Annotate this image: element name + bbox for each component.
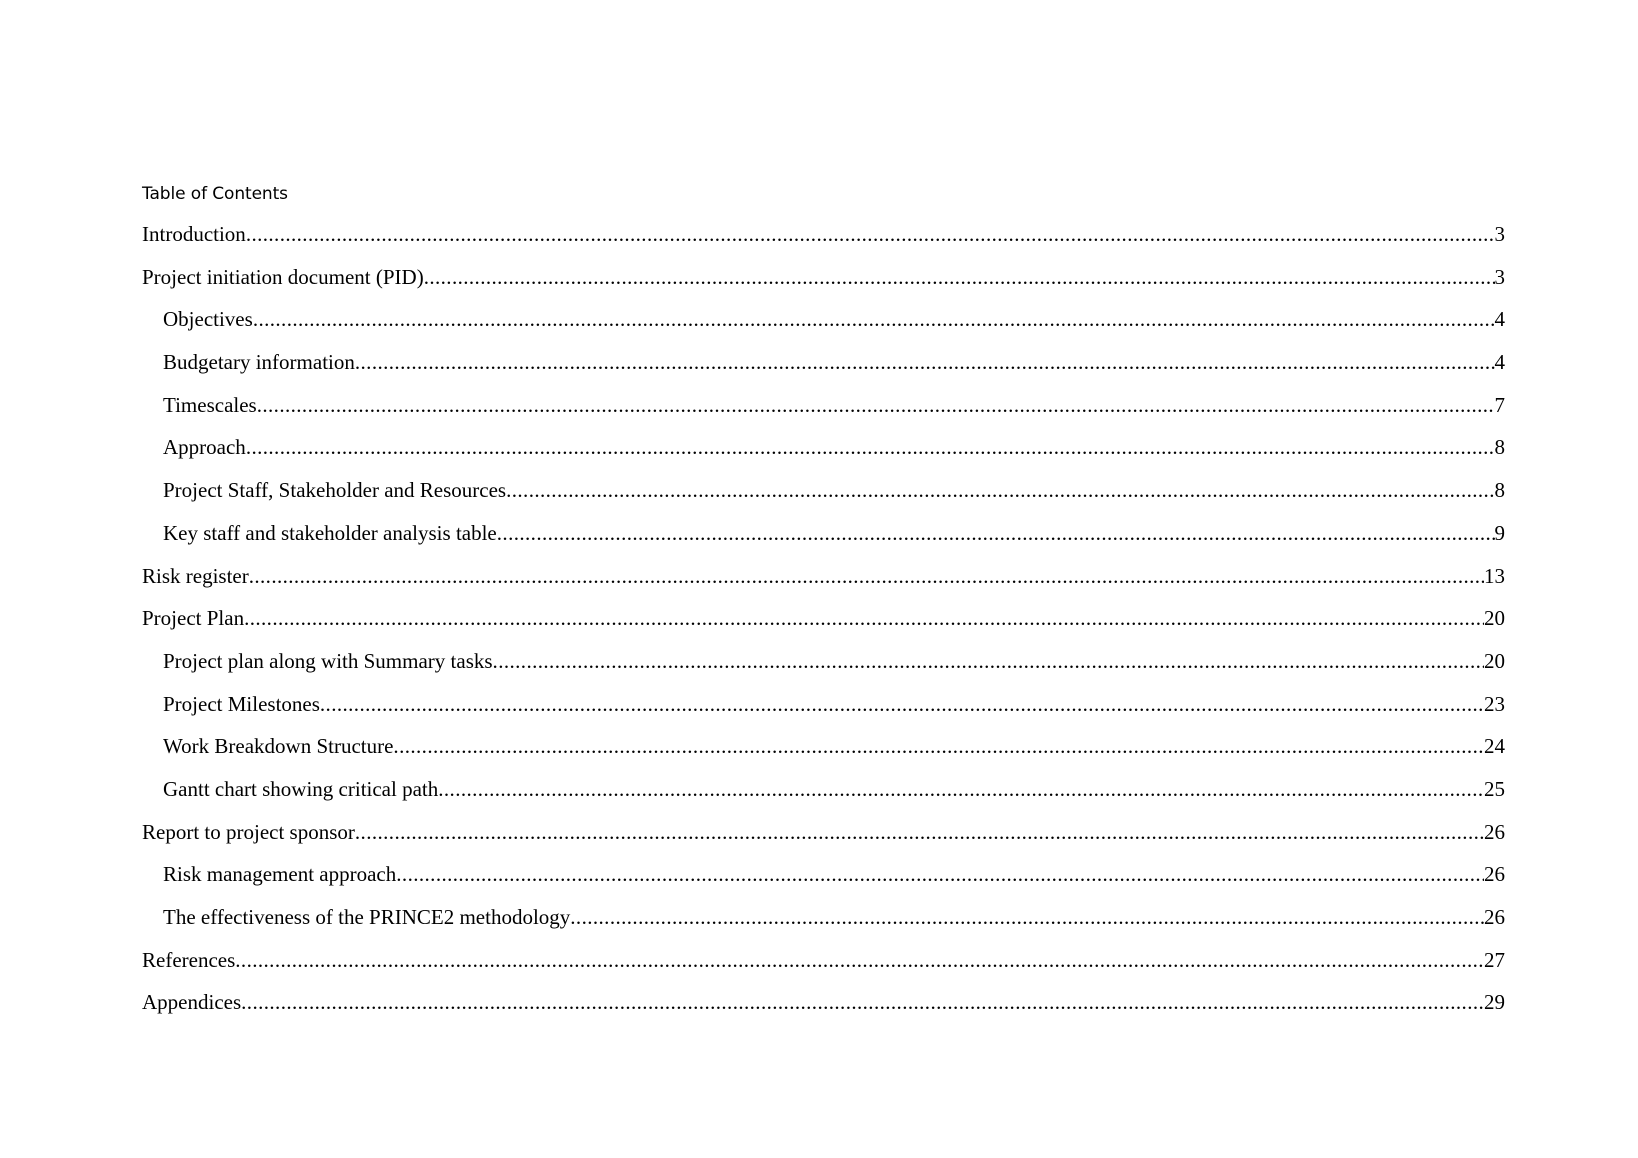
toc-entry-text: The effectiveness of the PRINCE2 methodology — [163, 905, 571, 929]
toc-entry-text: Timescales — [163, 392, 257, 417]
toc-entry-text: Approach — [163, 435, 246, 460]
toc-entry-project-milestones[interactable] — [142, 692, 1505, 735]
toc-entry-text: References — [142, 947, 236, 972]
toc-leader-dots — [393, 734, 1484, 759]
toc-entry-text: Report to project sponsor — [142, 819, 355, 844]
toc-leader-dots — [241, 990, 1484, 1015]
toc-entry-text: Project Milestones — [163, 691, 320, 716]
toc-leader-dots — [497, 521, 1495, 546]
toc-entry-summary-tasks[interactable] — [142, 649, 1505, 692]
toc-entry-page: 27 — [1484, 947, 1505, 972]
toc-entry-gantt-chart[interactable] — [142, 777, 1505, 820]
toc-entry-text: Project initiation document (PID) — [142, 264, 424, 289]
toc-entry-text: Budgetary information — [163, 350, 355, 375]
toc-entry-report-to-sponsor[interactable] — [142, 820, 1505, 863]
toc-leader-dots — [506, 478, 1494, 503]
toc-leader-dots — [246, 222, 1495, 247]
toc-entry-work-breakdown-structure[interactable] — [142, 734, 1505, 777]
toc-leader-dots — [570, 905, 1484, 930]
toc-entry-page: 8 — [1494, 435, 1505, 460]
toc-entry-text: Work Breakdown Structure — [163, 734, 394, 759]
toc-entry-project-plan[interactable] — [142, 606, 1505, 649]
toc-leader-dots — [246, 435, 1495, 460]
toc-entry-text: Risk register — [142, 563, 249, 588]
toc-entry-text: Project plan along with Summary tasks — [163, 648, 493, 673]
toc-entry-text: Objectives — [163, 307, 253, 332]
toc-entry-text: Project Staff, Stakeholder and Resources — [163, 478, 507, 503]
toc-leader-dots — [424, 265, 1495, 290]
toc-heading: Table of Contents — [142, 184, 288, 204]
toc-entry-project-staff[interactable] — [142, 478, 1505, 521]
toc-entry-appendices[interactable] — [142, 990, 1505, 1033]
toc-entry-prince2-effectiveness[interactable] — [142, 905, 1505, 948]
toc-entry-page: 25 — [1484, 776, 1505, 801]
toc-leader-dots — [253, 307, 1495, 332]
toc-entry-page: 26 — [1484, 862, 1505, 887]
toc-entry-objectives[interactable] — [142, 307, 1505, 350]
toc-entry-page: 4 — [1494, 307, 1505, 332]
toc-leader-dots — [249, 564, 1484, 589]
toc-entry-page: 29 — [1484, 990, 1505, 1015]
toc-list — [142, 222, 1505, 1033]
toc-entry-page: 7 — [1494, 392, 1505, 417]
toc-entry-text: Key staff and stakeholder analysis table — [163, 520, 497, 545]
toc-entry-page: 3 — [1494, 222, 1505, 246]
toc-entry-page: 23 — [1484, 691, 1505, 716]
toc-entry-risk-register[interactable] — [142, 564, 1505, 607]
toc-entry-text: Gantt chart showing critical path — [163, 776, 439, 801]
toc-leader-dots — [244, 606, 1484, 631]
toc-entry-page: 26 — [1484, 819, 1505, 844]
toc-entry-introduction[interactable] — [142, 222, 1505, 265]
toc-leader-dots — [396, 862, 1484, 887]
toc-entry-risk-management-approach[interactable] — [142, 862, 1505, 905]
toc-leader-dots — [235, 948, 1484, 973]
toc-entry-text: Introduction — [142, 222, 246, 246]
toc-entry-approach[interactable] — [142, 435, 1505, 478]
toc-leader-dots — [438, 777, 1484, 802]
toc-leader-dots — [493, 649, 1484, 674]
toc-leader-dots — [257, 393, 1495, 418]
toc-leader-dots — [320, 692, 1484, 717]
toc-entry-text: Risk management approach — [163, 862, 397, 887]
toc-entry-page: 9 — [1494, 520, 1505, 545]
toc-leader-dots — [355, 820, 1484, 845]
toc-entry-page: 26 — [1484, 905, 1505, 929]
toc-entry-text: Appendices — [142, 990, 242, 1015]
toc-entry-page: 20 — [1484, 606, 1505, 631]
toc-entry-timescales[interactable] — [142, 393, 1505, 436]
toc-entry-text: Project Plan — [142, 606, 245, 631]
toc-entry-project-initiation-document[interactable] — [142, 265, 1505, 308]
toc-entry-page: 8 — [1494, 478, 1505, 503]
toc-entry-page: 13 — [1484, 563, 1505, 588]
toc-entry-page: 3 — [1494, 264, 1505, 289]
toc-leader-dots — [355, 350, 1495, 375]
toc-entry-page: 20 — [1484, 648, 1505, 673]
toc-entry-page: 24 — [1484, 734, 1505, 759]
toc-entry-page: 4 — [1494, 350, 1505, 375]
toc-entry-key-staff-table[interactable] — [142, 521, 1505, 564]
toc-entry-budgetary-information[interactable] — [142, 350, 1505, 393]
toc-entry-references[interactable] — [142, 948, 1505, 991]
